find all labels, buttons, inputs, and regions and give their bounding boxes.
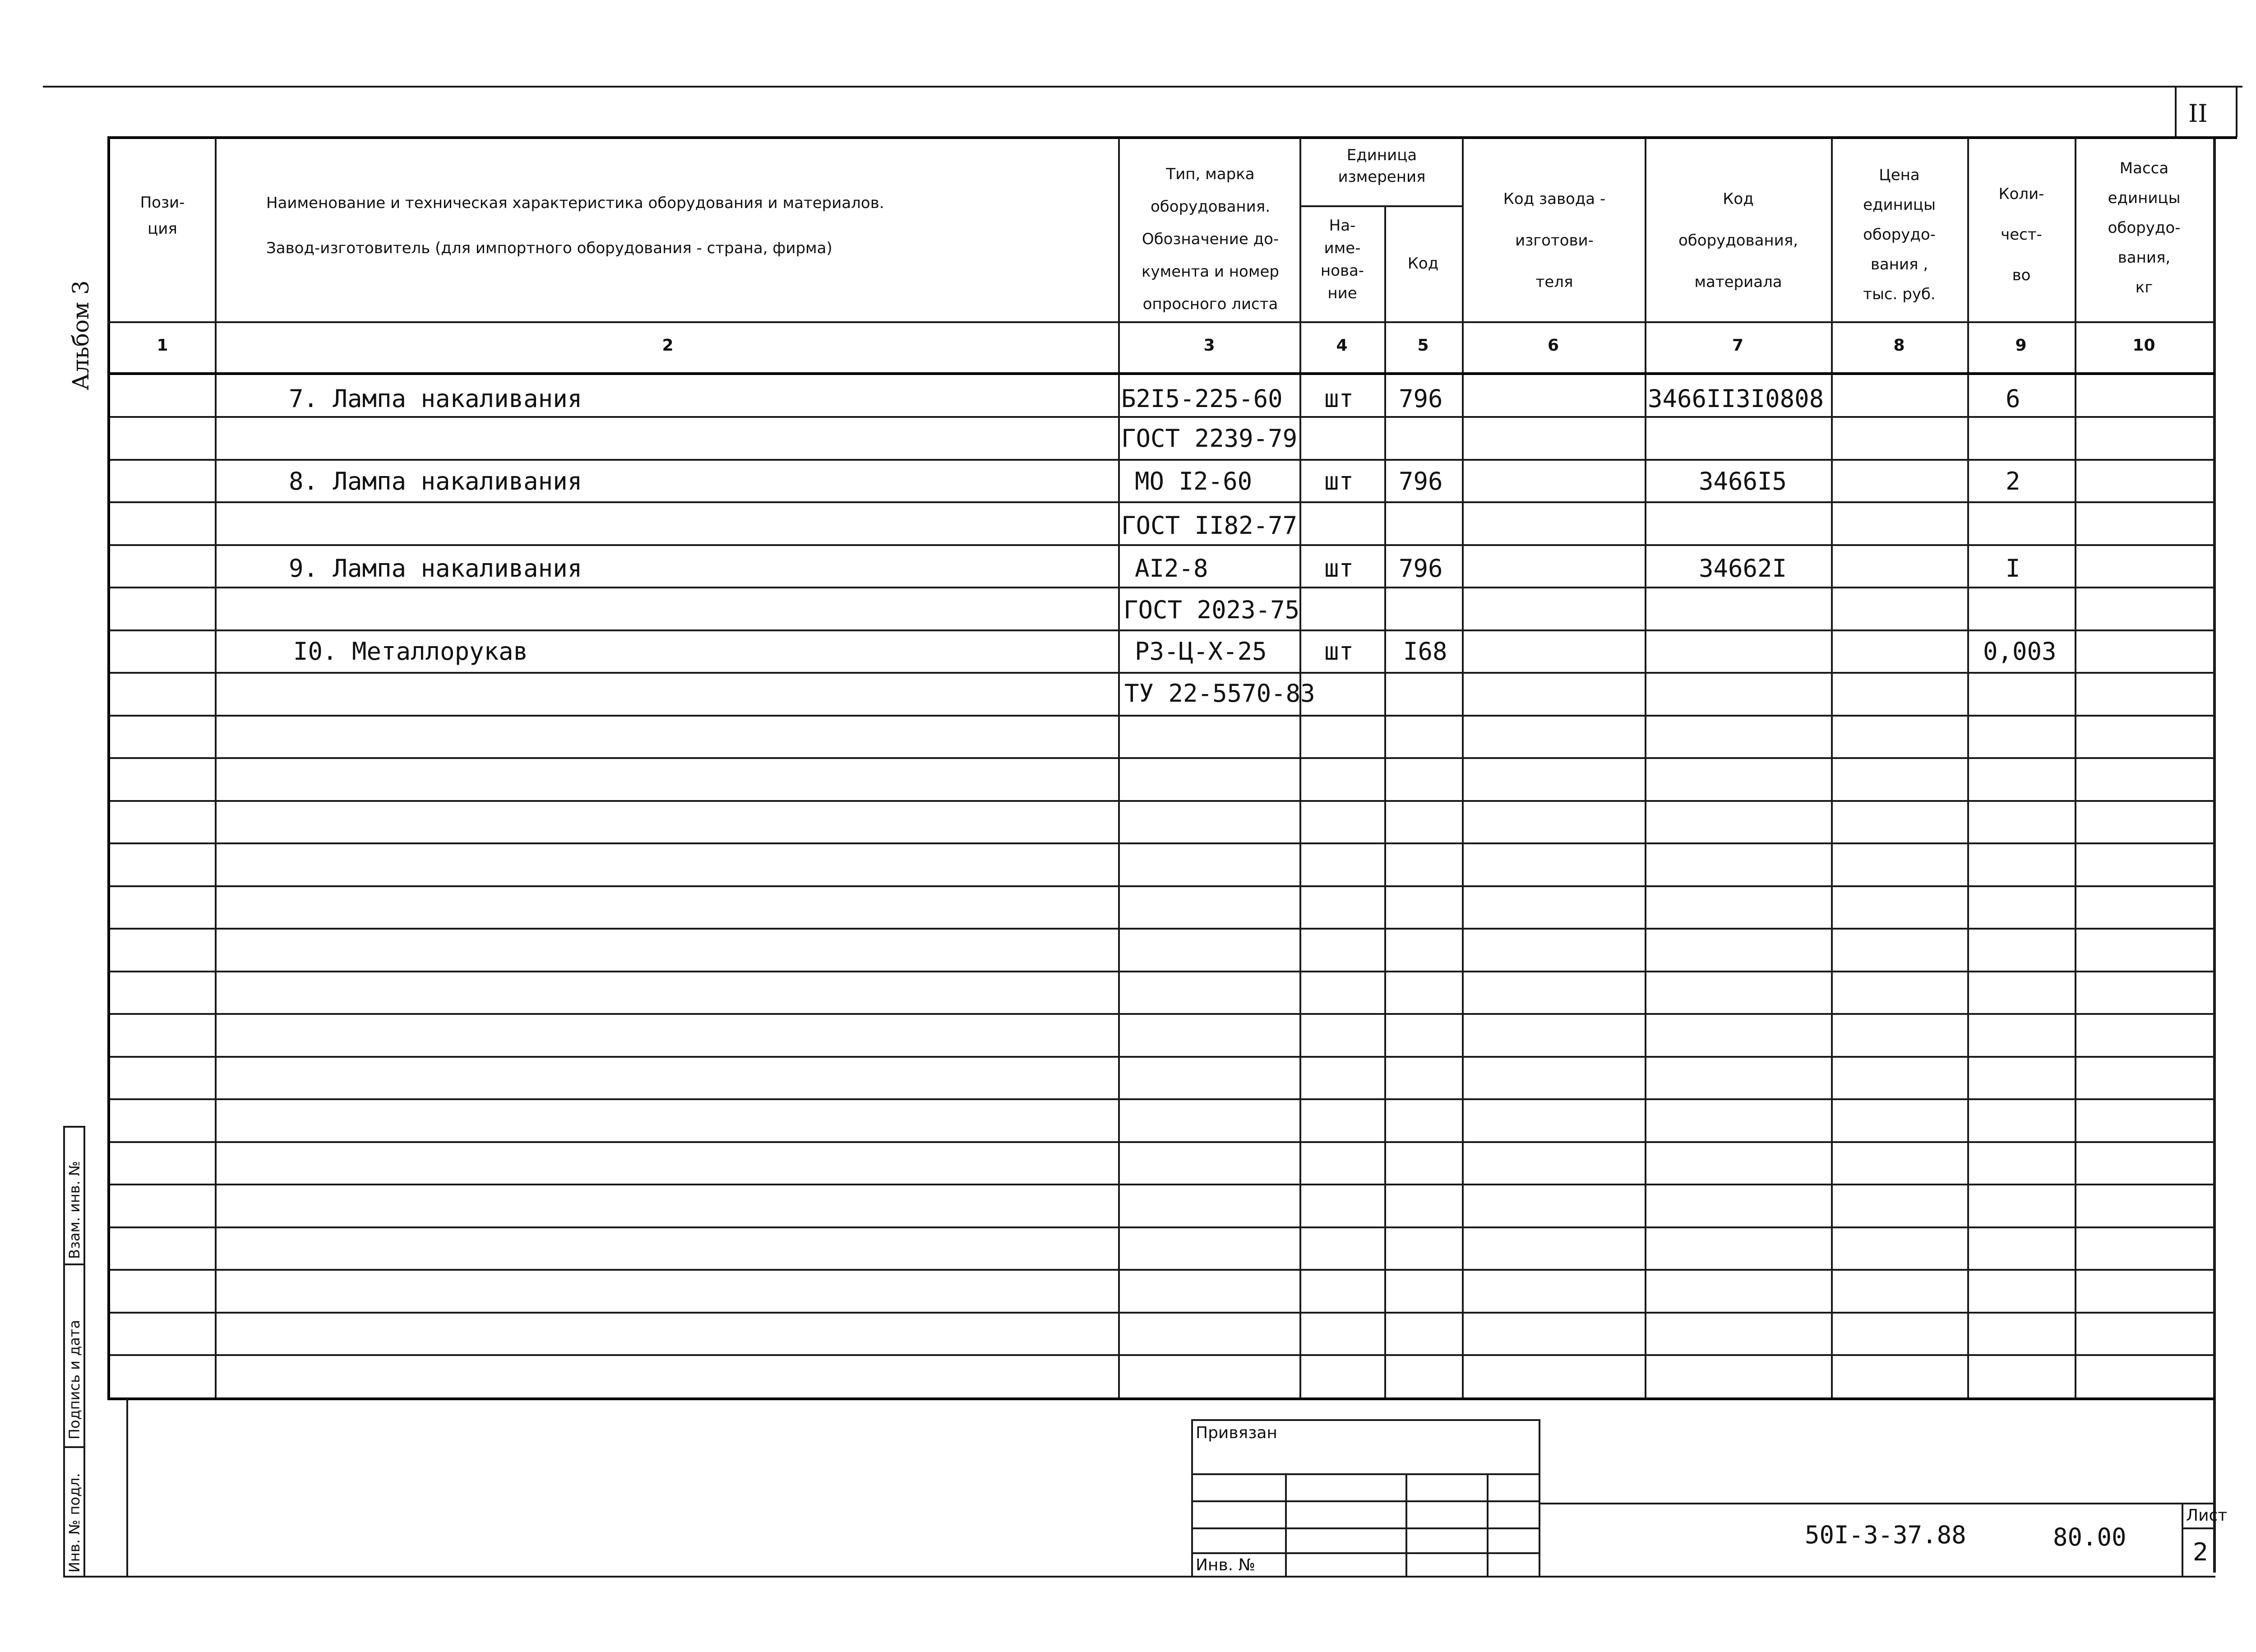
header-name: Наименование и техническая характеристика оборудования и материалов. Завод-изготовитель (для импортного оборудования - страна, фирма) <box>266 194 884 257</box>
row-divider <box>110 842 2214 844</box>
row-divider <box>110 416 2214 418</box>
row-divider <box>110 1013 2214 1015</box>
header-unit-code: Код <box>1407 255 1439 273</box>
row-divider <box>110 672 2214 674</box>
row-divider <box>110 1312 2214 1314</box>
header-price: Цена единицы оборудо- вания , тыс. руб. <box>1863 166 1936 303</box>
header-material-code: Код оборудования, материала <box>1678 190 1798 291</box>
row-divider <box>110 544 2214 546</box>
header-type: Тип, марка оборудования. Обозначение до- кумента и номер опросного листа <box>1142 165 1279 313</box>
header-factory-code: Код завода - изготови- теля <box>1503 190 1606 291</box>
item-type: Р3-Ц-Х-25 <box>1135 637 1267 666</box>
item-code: 796 <box>1399 384 1443 413</box>
item-quantity: I <box>2006 554 2020 583</box>
row-divider <box>110 501 2214 503</box>
row-divider <box>110 885 2214 887</box>
sheet-number: 2 <box>2193 1538 2209 1566</box>
item-quantity: 0,003 <box>1983 637 2057 666</box>
item-code: 796 <box>1399 554 1443 583</box>
item-type: Б2I5-225-60 <box>1121 384 1283 413</box>
item-name: 7. Лампа накаливания <box>289 384 582 413</box>
header-mass: Масса единицы оборудо- вания, кг <box>2108 159 2181 296</box>
header-unit-group: Единица измерения <box>1338 146 1426 186</box>
row-divider <box>110 587 2214 588</box>
row-divider <box>110 971 2214 972</box>
col-number-9: 9 <box>2015 336 2027 355</box>
row-divider <box>110 800 2214 802</box>
item-material-code: 34662I <box>1699 554 1787 583</box>
album-label: Альбом 3 <box>68 280 94 390</box>
col-number-4: 4 <box>1336 336 1348 355</box>
row-divider <box>110 459 2214 461</box>
item-code: I68 <box>1403 637 1447 666</box>
item-unit: шт <box>1324 384 1354 413</box>
item-name: 8. Лампа накаливания <box>289 467 582 495</box>
item-doc: ГОСТ 2023-75 <box>1123 596 1300 624</box>
col-number-8: 8 <box>1893 336 1905 355</box>
document-suffix: 80.00 <box>2053 1523 2127 1551</box>
col-number-5: 5 <box>1417 336 1429 355</box>
item-material-code: 3466I5 <box>1699 467 1787 495</box>
col-number-2: 2 <box>662 336 674 355</box>
row-divider <box>110 1269 2214 1271</box>
item-unit: шт <box>1324 554 1354 583</box>
row-divider <box>110 1056 2214 1058</box>
item-name: I0. Металлорукав <box>293 637 528 666</box>
header-unit-name: На- име- нова- ние <box>1320 217 1364 302</box>
col-number-6: 6 <box>1547 336 1559 355</box>
item-type: МО I2-60 <box>1135 467 1253 495</box>
sheet-corner-number: II <box>2188 99 2208 128</box>
side-stamp-replacement: Взам. инв. № <box>66 1161 83 1259</box>
item-type: АI2-8 <box>1135 554 1208 583</box>
item-quantity: 6 <box>2006 384 2020 413</box>
row-divider <box>110 1141 2214 1143</box>
header-quantity: Коли- чест- во <box>1998 185 2044 284</box>
row-divider <box>110 1226 2214 1228</box>
row-divider <box>110 1184 2214 1185</box>
col-number-1: 1 <box>157 336 168 355</box>
item-doc: ТУ 22-5570-83 <box>1124 679 1315 708</box>
row-divider <box>110 715 2214 717</box>
document-code: 50I-3-37.88 <box>1805 1521 1966 1549</box>
row-divider <box>110 928 2214 930</box>
row-divider <box>110 1354 2214 1356</box>
col-number-10: 10 <box>2132 336 2155 355</box>
item-unit: шт <box>1324 637 1354 666</box>
row-divider <box>110 629 2214 631</box>
item-doc: ГОСТ II82-77 <box>1121 511 1298 540</box>
header-position: Пози- ция <box>140 194 185 238</box>
item-name: 9. Лампа накаливания <box>289 554 582 583</box>
col-number-3: 3 <box>1203 336 1215 355</box>
item-quantity: 2 <box>2006 467 2020 495</box>
sheet-label: Лист <box>2186 1506 2228 1525</box>
col-number-7: 7 <box>1732 336 1744 355</box>
side-stamp-inv: Инв. № подл. <box>66 1473 83 1573</box>
row-divider <box>110 1098 2214 1100</box>
side-stamp-signature: Подпись и дата <box>66 1319 83 1439</box>
row-divider <box>110 757 2214 759</box>
item-material-code: 3466II3I0808 <box>1648 384 1824 413</box>
bound-label: Привязан <box>1196 1424 1277 1442</box>
inv-number-label: Инв. № <box>1196 1556 1256 1574</box>
item-unit: шт <box>1324 467 1354 495</box>
item-code: 796 <box>1399 467 1443 495</box>
item-doc: ГОСТ 2239-79 <box>1121 424 1298 453</box>
